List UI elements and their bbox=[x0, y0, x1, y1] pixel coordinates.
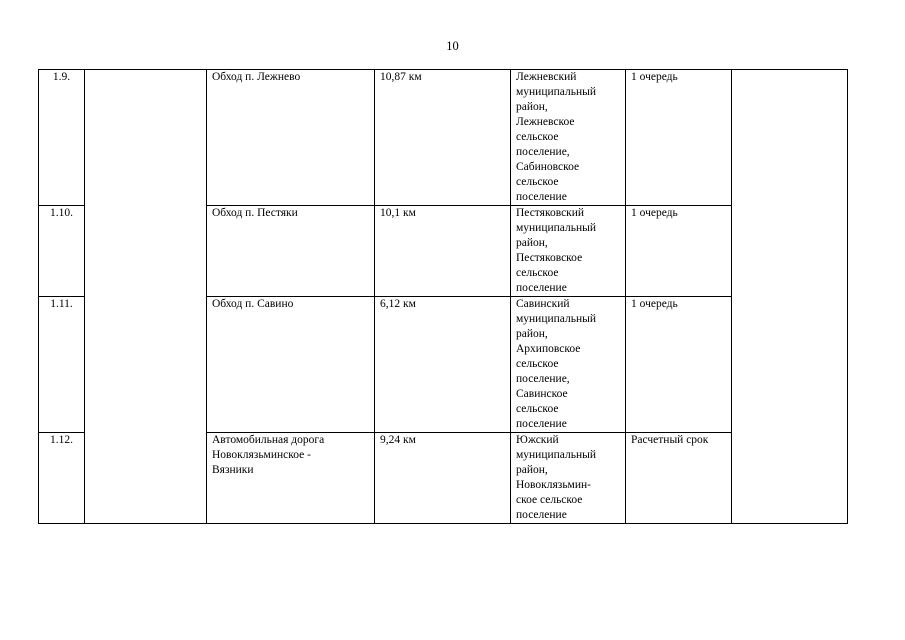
location-line: район, bbox=[516, 237, 548, 249]
location-line: сельское bbox=[516, 403, 559, 415]
location-line: муниципальный bbox=[516, 449, 597, 461]
object-name-line: Вязники bbox=[212, 464, 254, 476]
table-row bbox=[39, 70, 848, 206]
location-line: Лежневский bbox=[516, 71, 577, 83]
object-name bbox=[207, 297, 375, 433]
object-stage: Расчетный срок bbox=[626, 433, 732, 524]
location-line: район, bbox=[516, 464, 548, 476]
object-name bbox=[207, 70, 375, 206]
location-line: сельское bbox=[516, 267, 559, 279]
location-line: Новоклязьмин- bbox=[516, 479, 591, 491]
location-line: Южский bbox=[516, 434, 559, 446]
location-line: поселение bbox=[516, 418, 567, 430]
object-name-line: Обход п. Савино bbox=[212, 298, 294, 310]
location-line: муниципальный bbox=[516, 86, 597, 98]
object-stage: 1 очередь bbox=[626, 297, 732, 433]
location-line: поселение bbox=[516, 191, 567, 203]
location-line: ское сельское bbox=[516, 494, 583, 506]
location-line: поселение bbox=[516, 282, 567, 294]
object-location bbox=[511, 70, 626, 206]
object-length: 10,1 км bbox=[375, 206, 511, 297]
location-line: Савинское bbox=[516, 388, 568, 400]
object-length: 10,87 км bbox=[375, 70, 511, 206]
location-line: поселение, bbox=[516, 146, 570, 158]
object-location bbox=[511, 297, 626, 433]
object-name bbox=[207, 206, 375, 297]
object-name-line: Новоклязьминское - bbox=[212, 449, 311, 461]
location-line: сельское bbox=[516, 176, 559, 188]
location-line: Лежневское bbox=[516, 116, 575, 128]
empty-cell bbox=[732, 70, 848, 524]
object-name bbox=[207, 433, 375, 524]
location-line: район, bbox=[516, 328, 548, 340]
location-line: сельское bbox=[516, 131, 559, 143]
row-number: 1.12. bbox=[39, 433, 85, 524]
location-line: поселение bbox=[516, 509, 567, 521]
object-location bbox=[511, 206, 626, 297]
location-line: поселение, bbox=[516, 373, 570, 385]
location-line: сельское bbox=[516, 358, 559, 370]
location-line: Пестяковский bbox=[516, 207, 585, 219]
row-number: 1.10. bbox=[39, 206, 85, 297]
row-number: 1.9. bbox=[39, 70, 85, 206]
object-name-line: Автомобильная дорога bbox=[212, 434, 325, 446]
object-table bbox=[38, 69, 848, 524]
object-name-line: Обход п. Пестяки bbox=[212, 207, 298, 219]
object-location bbox=[511, 433, 626, 524]
location-line: муниципальный bbox=[516, 222, 597, 234]
location-line: муниципальный bbox=[516, 313, 597, 325]
row-number: 1.11. bbox=[39, 297, 85, 433]
object-stage: 1 очередь bbox=[626, 206, 732, 297]
object-length: 6,12 км bbox=[375, 297, 511, 433]
page-number: 10 bbox=[446, 39, 459, 53]
location-line: район, bbox=[516, 101, 548, 113]
location-line: Пестяковское bbox=[516, 252, 583, 264]
empty-cell bbox=[85, 70, 207, 524]
object-length: 9,24 км bbox=[375, 433, 511, 524]
object-stage: 1 очередь bbox=[626, 70, 732, 206]
location-line: Савинский bbox=[516, 298, 570, 310]
location-line: Сабиновское bbox=[516, 161, 580, 173]
location-line: Архиповское bbox=[516, 343, 581, 355]
object-name-line: Обход п. Лежнево bbox=[212, 71, 301, 83]
